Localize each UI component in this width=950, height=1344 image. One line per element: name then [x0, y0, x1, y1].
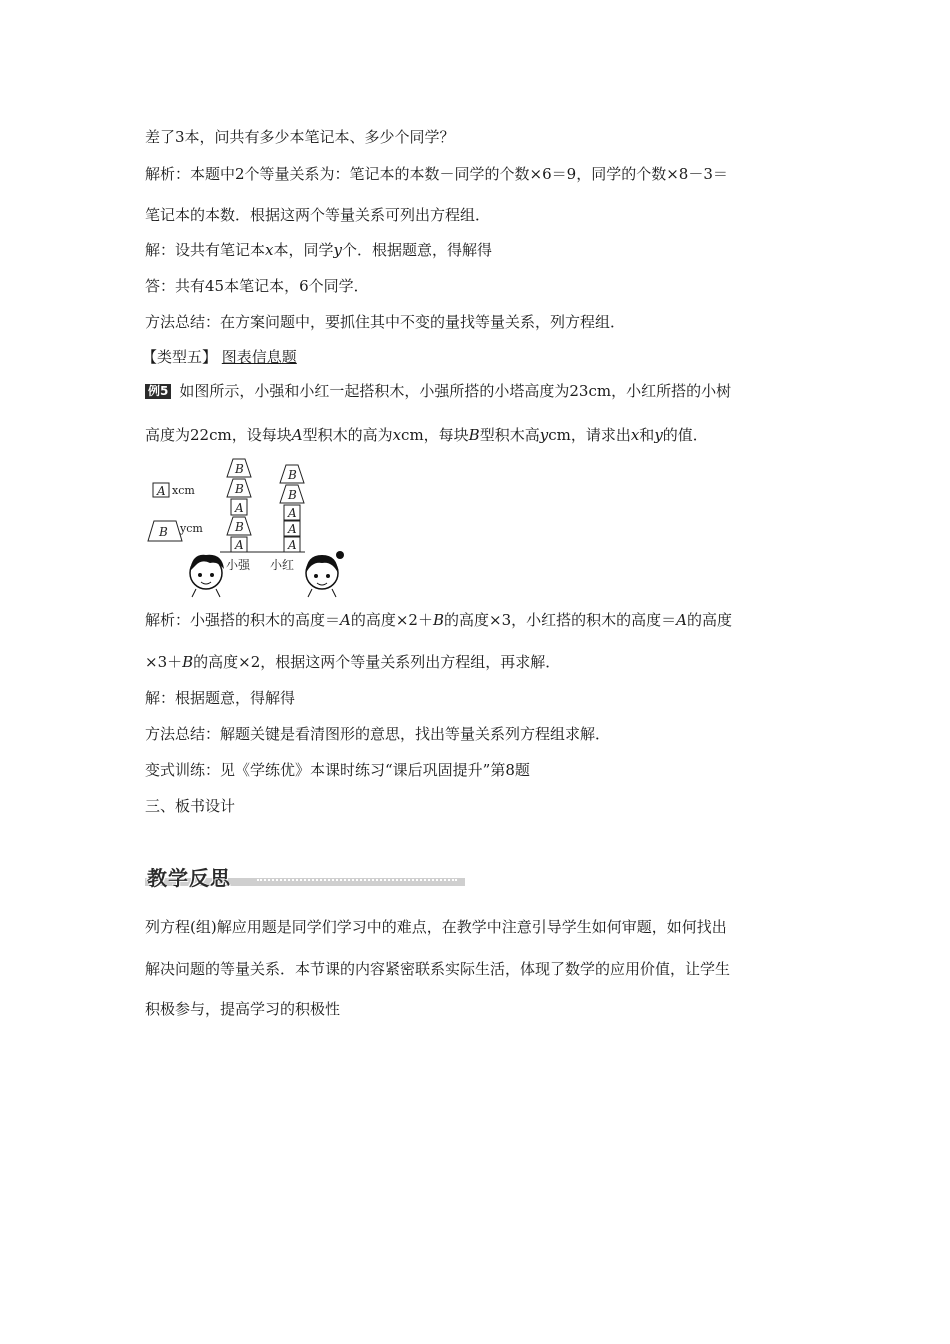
svg-text:A: A [288, 522, 297, 536]
method-summary: 方法总结：解题关键是看清图形的意思，找出等量关系列方程组求解． [145, 725, 611, 743]
example-line: 例5 如图所示，小强和小红一起搭积木，小强所搭的小塔高度为23cm，小红所搭的小树 [145, 381, 731, 401]
girl-icon [306, 551, 344, 597]
solution-line: 解：根据题意，得解得 [145, 689, 296, 707]
legend-b-label: B [159, 525, 168, 539]
analysis-line: ×3＋B的高度×2，根据这两个等量关系列出方程组，再求解． [145, 653, 561, 671]
name-xiaoqiang: 小强 [226, 558, 251, 572]
reflection-line: 列方程(组)解应用题是同学们学习中的难点，在教学中注意引导学生如何审题，如何找出 [145, 918, 727, 936]
svg-text:A: A [235, 501, 244, 515]
example-line: 高度为22cm，设每块A型积木的高为xcm，每块B型积木高ycm，请求出x和y的值． [145, 426, 708, 444]
practice-line: 变式训练：见《学练优》本课时练习“课后巩固提升”第8题 [145, 761, 530, 779]
example-badge: 例5 [145, 384, 171, 399]
solution-line: 解：设共有笔记本x本，同学y个．根据题意，得解得 [145, 241, 492, 259]
legend-x-label: xcm [172, 484, 195, 497]
svg-text:B: B [288, 468, 297, 482]
svg-text:B: B [235, 520, 244, 534]
legend-y-label: ycm [180, 522, 203, 535]
svg-text:A: A [288, 538, 297, 552]
reflection-dots [257, 879, 457, 887]
section-heading: 三、板书设计 [145, 797, 236, 815]
reflection-title: 教学反思 [147, 866, 231, 890]
type-title: 图表信息题 [221, 348, 297, 366]
reflection-line: 解决问题的等量关系．本节课的内容紧密联系实际生活，体现了数学的应用价值，让学生 [145, 960, 731, 978]
type-heading: 【类型五】 图表信息题 [142, 348, 297, 366]
svg-text:A: A [235, 538, 244, 552]
svg-text:B: B [235, 462, 244, 476]
name-xiaohong: 小红 [270, 558, 295, 572]
analysis-line: 解析：本题中2个等量关系为：笔记本的本数－同学的个数×6＝9，同学的个数×8－3＝ [145, 165, 728, 183]
reflection-line: 积极参与，提高学习的积极性 [145, 1000, 341, 1018]
svg-text:B: B [288, 488, 297, 502]
analysis-line: 解析：小强搭的积木的高度＝A的高度×2＋B的高度×3，小红搭的积木的高度＝A的高度 [145, 611, 732, 629]
svg-text:B: B [235, 482, 244, 496]
text-line: 差了3本，问共有多少本笔记本、多少个同学？ [145, 128, 455, 146]
legend-a-label: A [157, 484, 166, 498]
svg-text:A: A [288, 506, 297, 520]
boy-icon [190, 555, 224, 597]
method-summary: 方法总结：在方案问题中，要抓住其中不变的量找等量关系，列方程组． [145, 313, 626, 331]
reflection-header [145, 862, 465, 888]
blocks-figure [140, 455, 370, 605]
answer-line: 答：共有45本笔记本，6个同学． [145, 277, 369, 295]
text-line: 笔记本的本数．根据这两个等量关系可列出方程组． [145, 206, 491, 224]
